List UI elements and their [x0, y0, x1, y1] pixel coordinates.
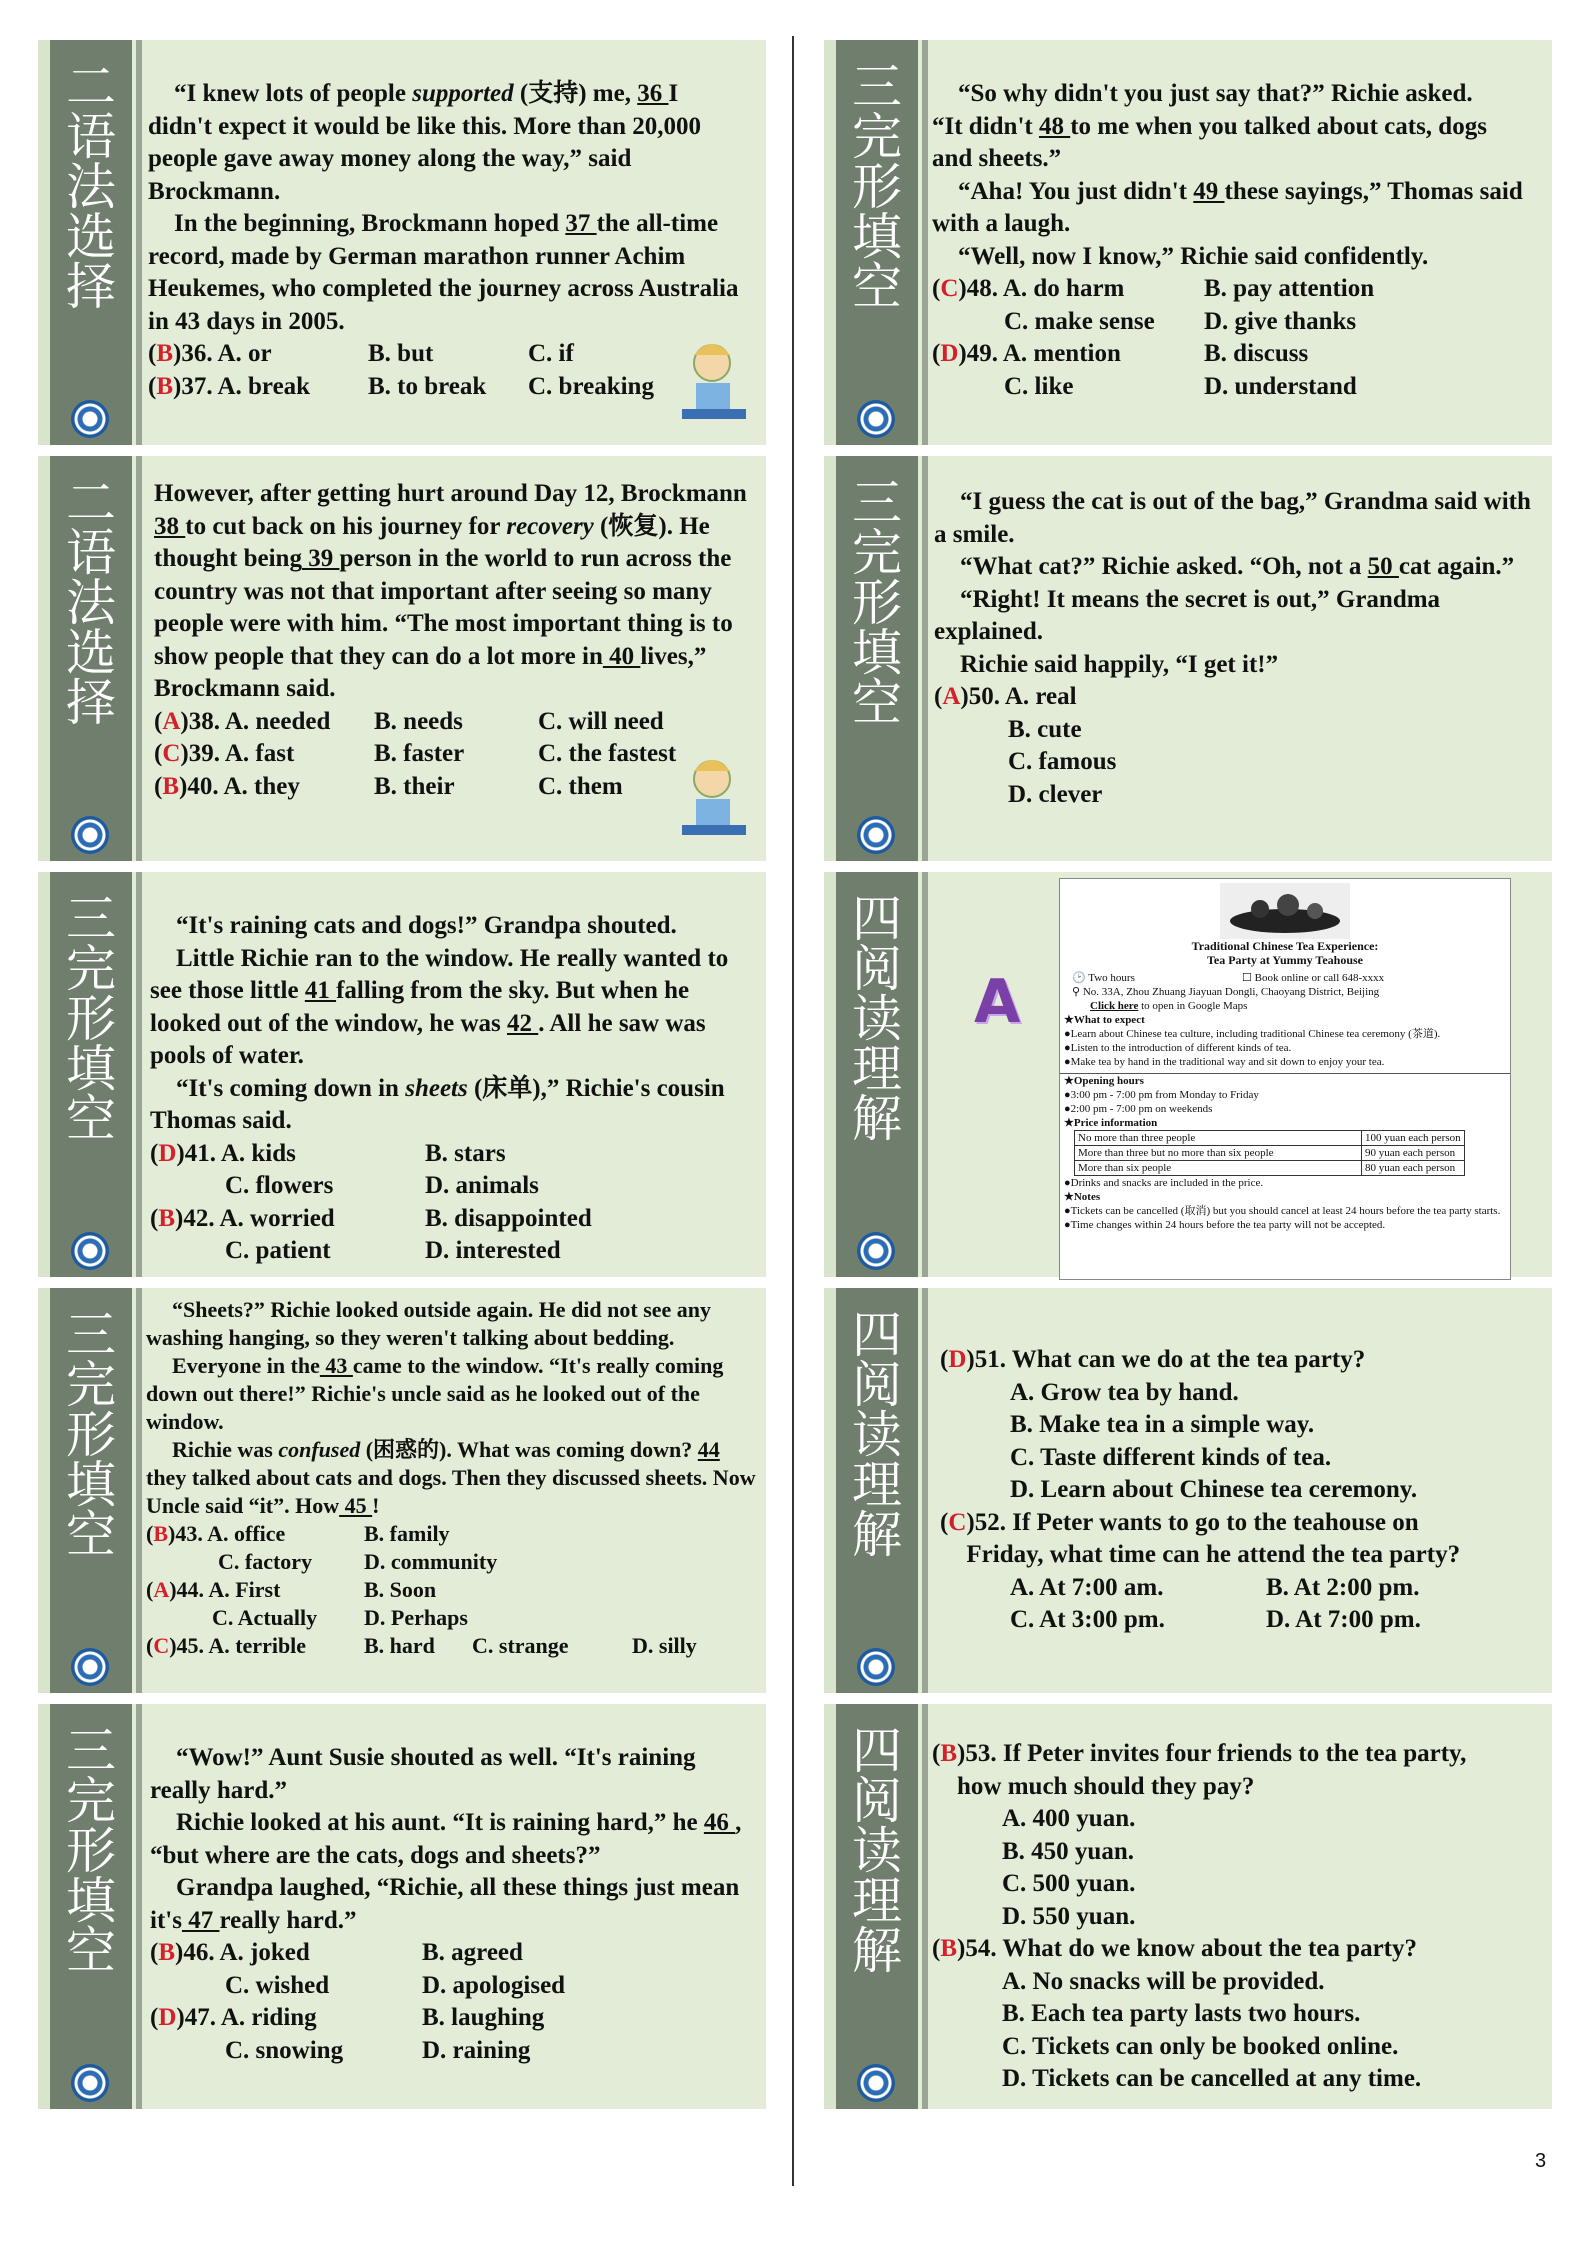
school-logo-icon — [857, 2064, 895, 2102]
slide-reading-2 — [824, 1288, 1552, 1693]
map-link[interactable]: Click here — [1090, 1000, 1139, 1012]
question-49: (D)49. A. mention B. discuss — [932, 340, 1309, 367]
passage: “Wow!” Aunt Susie shouted as well. “It's raining really hard.” Richie looked at his aunt. “It is raining hard,” he 46 , “but where are the cats, dogs and sheets?” Grandpa laughed, “Richie, all these things just mean it's 47 really hard.” (B)46. A. joked B. agreed C. wished D. apologised (D)47. A. riding B. laughing C. snowing D. raining — [150, 1742, 750, 2067]
question-39: (C)39. A. fast B. faster C. the fastest — [154, 740, 677, 767]
section-title: 三 完 形 填 空 — [66, 1306, 116, 1564]
question-41: (D)41. A. kids B. stars — [150, 1139, 506, 1167]
school-logo-icon — [71, 816, 109, 854]
location-pin-icon: ⚲ — [1072, 986, 1081, 998]
question-43: (B)43. A. office B. family — [146, 1521, 450, 1546]
section-title: 三 完 形 填 空 — [852, 58, 902, 316]
center-divider — [792, 36, 794, 2186]
blank-46: 46 — [703, 1809, 736, 1836]
blank-41: 41 — [304, 977, 337, 1004]
question-42: (B)42. A. worried B. disappointed — [150, 1204, 592, 1232]
questions: (B )53. If Peter invites four friends to the tea party, how much should they pay? A. 400 yuan. B. 450 yuan. C. 500 yuan. D. 550 yuan. (B)54. What do we know about the tea party? A. No snacks will be provided. B. Each tea party lasts two hours. C. Tickets can only be booked online. D. Tickets can be cancelled at any time. — [932, 1738, 1532, 2096]
section-title: 三 完 形 填 空 — [852, 474, 902, 732]
question-46: (B)46. A. joked B. agreed — [150, 1939, 523, 1966]
question-54: (B)54. What do we know about the tea party? — [932, 1935, 1417, 1962]
slide-cloze-5 — [824, 456, 1552, 861]
question-52: (C )52. If Peter wants to go to the teahouse on Friday, what time can he attend the tea party? — [940, 1508, 1461, 1568]
question-36: (B)36. A. or B. but C. if — [148, 340, 574, 367]
slide-reading-3 — [824, 1704, 1552, 2109]
blank-43: 43 — [319, 1353, 353, 1378]
blank-39: 39 — [301, 545, 340, 572]
cartoon-boy-icon — [682, 749, 746, 841]
question-45: (C)45. A. terrible B. hard C. strange D. silly — [146, 1633, 697, 1658]
phone-icon: ☐ — [1242, 972, 1252, 984]
clock-icon: 🕑 — [1072, 972, 1086, 984]
tea-party-ad: Traditional Chinese Tea Experience: Tea Party at Yummy Teahouse 🕑 Two hours ☐ Book online or call 648-xxxx ⚲ No. 33A, Zhou Zhuang Jiayuan Dongli, Chaoyang District, Beijing Click here to open in Google Maps ★What to expect ●Learn about Chinese tea culture, including traditional Chinese tea ceremony (茶道). ●Listen to the introduction of different kinds of tea. ●Make tea by hand in the traditional way and sit down to enjoy your tea. ★Opening hours ●3:00 pm - 7:00 pm from Monday to Friday ●2:00 pm - 7:00 pm on weekends ★Price information No more than three people 100 yuan each person More than three but no more than six people 90 yuan each person More than six people 80 yuan each person ●Drinks and snacks are included in the price. ★Notes ●Tickets can be cancelled (取消) but you should cancel at least 24 hours before the tea party starts. ●Time changes within 24 hours before the tea party will not be accepted. — [1059, 878, 1511, 1280]
blank-49: 49 — [1193, 177, 1225, 205]
school-logo-icon — [71, 400, 109, 438]
question-40: (B)40. A. they B. their C. them — [154, 772, 623, 800]
cartoon-boy-icon — [682, 333, 746, 425]
section-title: 三 完 形 填 空 — [66, 890, 116, 1148]
question-38: (A)38. A. needed B. needs C. will need — [154, 707, 664, 735]
school-logo-icon — [71, 1232, 109, 1270]
passage: “I knew lots of people supported (支持) me, 36 I didn't expect it would be like this. More than 20,000 people gave away money along the way,” said Brockmann. In the beginning, Brockmann hoped 37 the all-time record, made by German marathon runner Achim Heukemes, who completed the journey across Australia in 43 days in 2005. (B)36. A. or B. but C. if (B)37. A. break B. to break C. breaking — [148, 78, 748, 403]
blank-40: 40 — [602, 642, 641, 670]
section-title: 二 语 法 选 择 — [66, 474, 116, 732]
slide-cloze-4 — [824, 40, 1552, 445]
question-51: (D)51. What can we do at the tea party? — [940, 1346, 1366, 1373]
blank-45: 45 — [339, 1493, 373, 1518]
question-48: (C)48. A. do harm B. pay attention — [932, 275, 1375, 302]
slide-grammar-1 — [38, 40, 766, 445]
passage: “Sheets?” Richie looked outside again. He did not see any washing hanging, so they weren't talking about bedding. Everyone in the 43 came to the window. “It's really coming down out there!” Richie's uncle said as he looked out of the window. Richie was confused (困惑的). What was coming down? 44 they talked about cats and dogs. Then they discussed sheets. Now Uncle said “it”. How 45 ! (B)43. A. office B. family C. factory D. community (A)44. A. First B. Soon C. Actually D. Perhaps (C)45. A. terrible B. hard C. strange D. silly — [146, 1297, 756, 1658]
blank-36: 36 — [637, 80, 669, 107]
question-53: (B )53. If Peter invites four friends to the tea party, how much should they pay? — [932, 1740, 1467, 1800]
slide-grammar-2 — [38, 456, 766, 861]
slide-cloze-3 — [38, 1704, 766, 2109]
blank-42: 42 — [507, 1009, 539, 1037]
school-logo-icon — [857, 400, 895, 438]
section-title: 二 语 法 选 择 — [66, 58, 116, 316]
section-title: 三 完 形 填 空 — [66, 1722, 116, 1980]
passage: “I guess the cat is out of the bag,” Grandma said with a smile. “What cat?” Richie asked. “Oh, not a 50 cat again.” “Right! It means the secret is out,” Grandma explained. Richie said happily, “I get it!” (A)50. A. real B. cute C. famous D. clever — [934, 486, 1534, 811]
tea-set-image — [1220, 883, 1350, 939]
question-47: (D)47. A. riding B. laughing — [150, 2004, 545, 2031]
school-logo-icon — [857, 1648, 895, 1686]
school-logo-icon — [71, 2064, 109, 2102]
question-37: (B)37. A. break B. to break C. breaking — [148, 372, 654, 400]
slide-cloze-2 — [38, 1288, 766, 1693]
school-logo-icon — [857, 1232, 895, 1270]
blank-48: 48 — [1038, 112, 1071, 140]
question-44: (A)44. A. First B. Soon — [146, 1577, 437, 1602]
page-number: 3 — [1535, 2150, 1547, 2172]
question-50: (A)50. A. real — [934, 683, 1077, 710]
passage: “So why didn't you just say that?” Richie asked. “It didn't 48 to me when you talked about cats, dogs and sheets.” “Aha! You just didn't 49 these sayings,” Thomas said with a laugh. “Well, now I know,” Richie said confidently. (C)48. A. do harm B. pay attention C. make sense D. give thanks (D)49. A. mention B. discuss C. like D. understand — [932, 78, 1532, 403]
slide-cloze-1 — [38, 872, 766, 1277]
passage: “It's raining cats and dogs!” Grandpa shouted. Little Richie ran to the window. He really wanted to see those little 41 falling from the sky. But when he looked out of the window, he was 42 . All he saw was pools of water. “It's coming down in sheets (床单),” Richie's cousin Thomas said. (D)41. A. kids B. stars C. flowers D. animals (B)42. A. worried B. disappointed C. patient D. interested — [150, 910, 750, 1268]
blank-50: 50 — [1367, 553, 1399, 580]
questions: (D)51. What can we do at the tea party? A. Grow tea by hand. B. Make tea in a simple way. C. Taste different kinds of tea. D. Learn about Chinese tea ceremony. (C )52. If Peter wants to go to the teahouse on Friday, what time can he attend the tea party? A. At 7:00 am. B. At 2:00 pm. C. At 3:00 pm. D. At 7:00 pm. — [940, 1344, 1540, 1637]
section-title: 四 阅 读 理 解 — [852, 1722, 902, 1980]
slide-reading-1 — [824, 872, 1552, 1277]
passage: However, after getting hurt around Day 12, Brockmann 38 to cut back on his journey for recovery (恢复). He thought being 39 person in the world to run across the country was not that important after seeing so many people were with him. “The most important thing is to show people that they can do a lot more in 40 lives,” Brockmann said. (A)38. A. needed B. needs C. will need (C)39. A. fast B. faster C. the fastest (B)40. A. they B. their C. them — [154, 478, 754, 803]
passage-letter: A — [974, 967, 1021, 1037]
blank-37: 37 — [565, 210, 597, 237]
blank-38: 38 — [154, 512, 186, 540]
price-table: No more than three people 100 yuan each person More than three but no more than six people 90 yuan each person More than six people 80 yuan each person — [1074, 1130, 1465, 1176]
school-logo-icon — [857, 816, 895, 854]
school-logo-icon — [71, 1648, 109, 1686]
section-title: 四 阅 读 理 解 — [852, 890, 902, 1148]
blank-47: 47 — [181, 1906, 220, 1934]
section-title: 四 阅 读 理 解 — [852, 1306, 902, 1564]
blank-44: 44 — [697, 1437, 720, 1462]
